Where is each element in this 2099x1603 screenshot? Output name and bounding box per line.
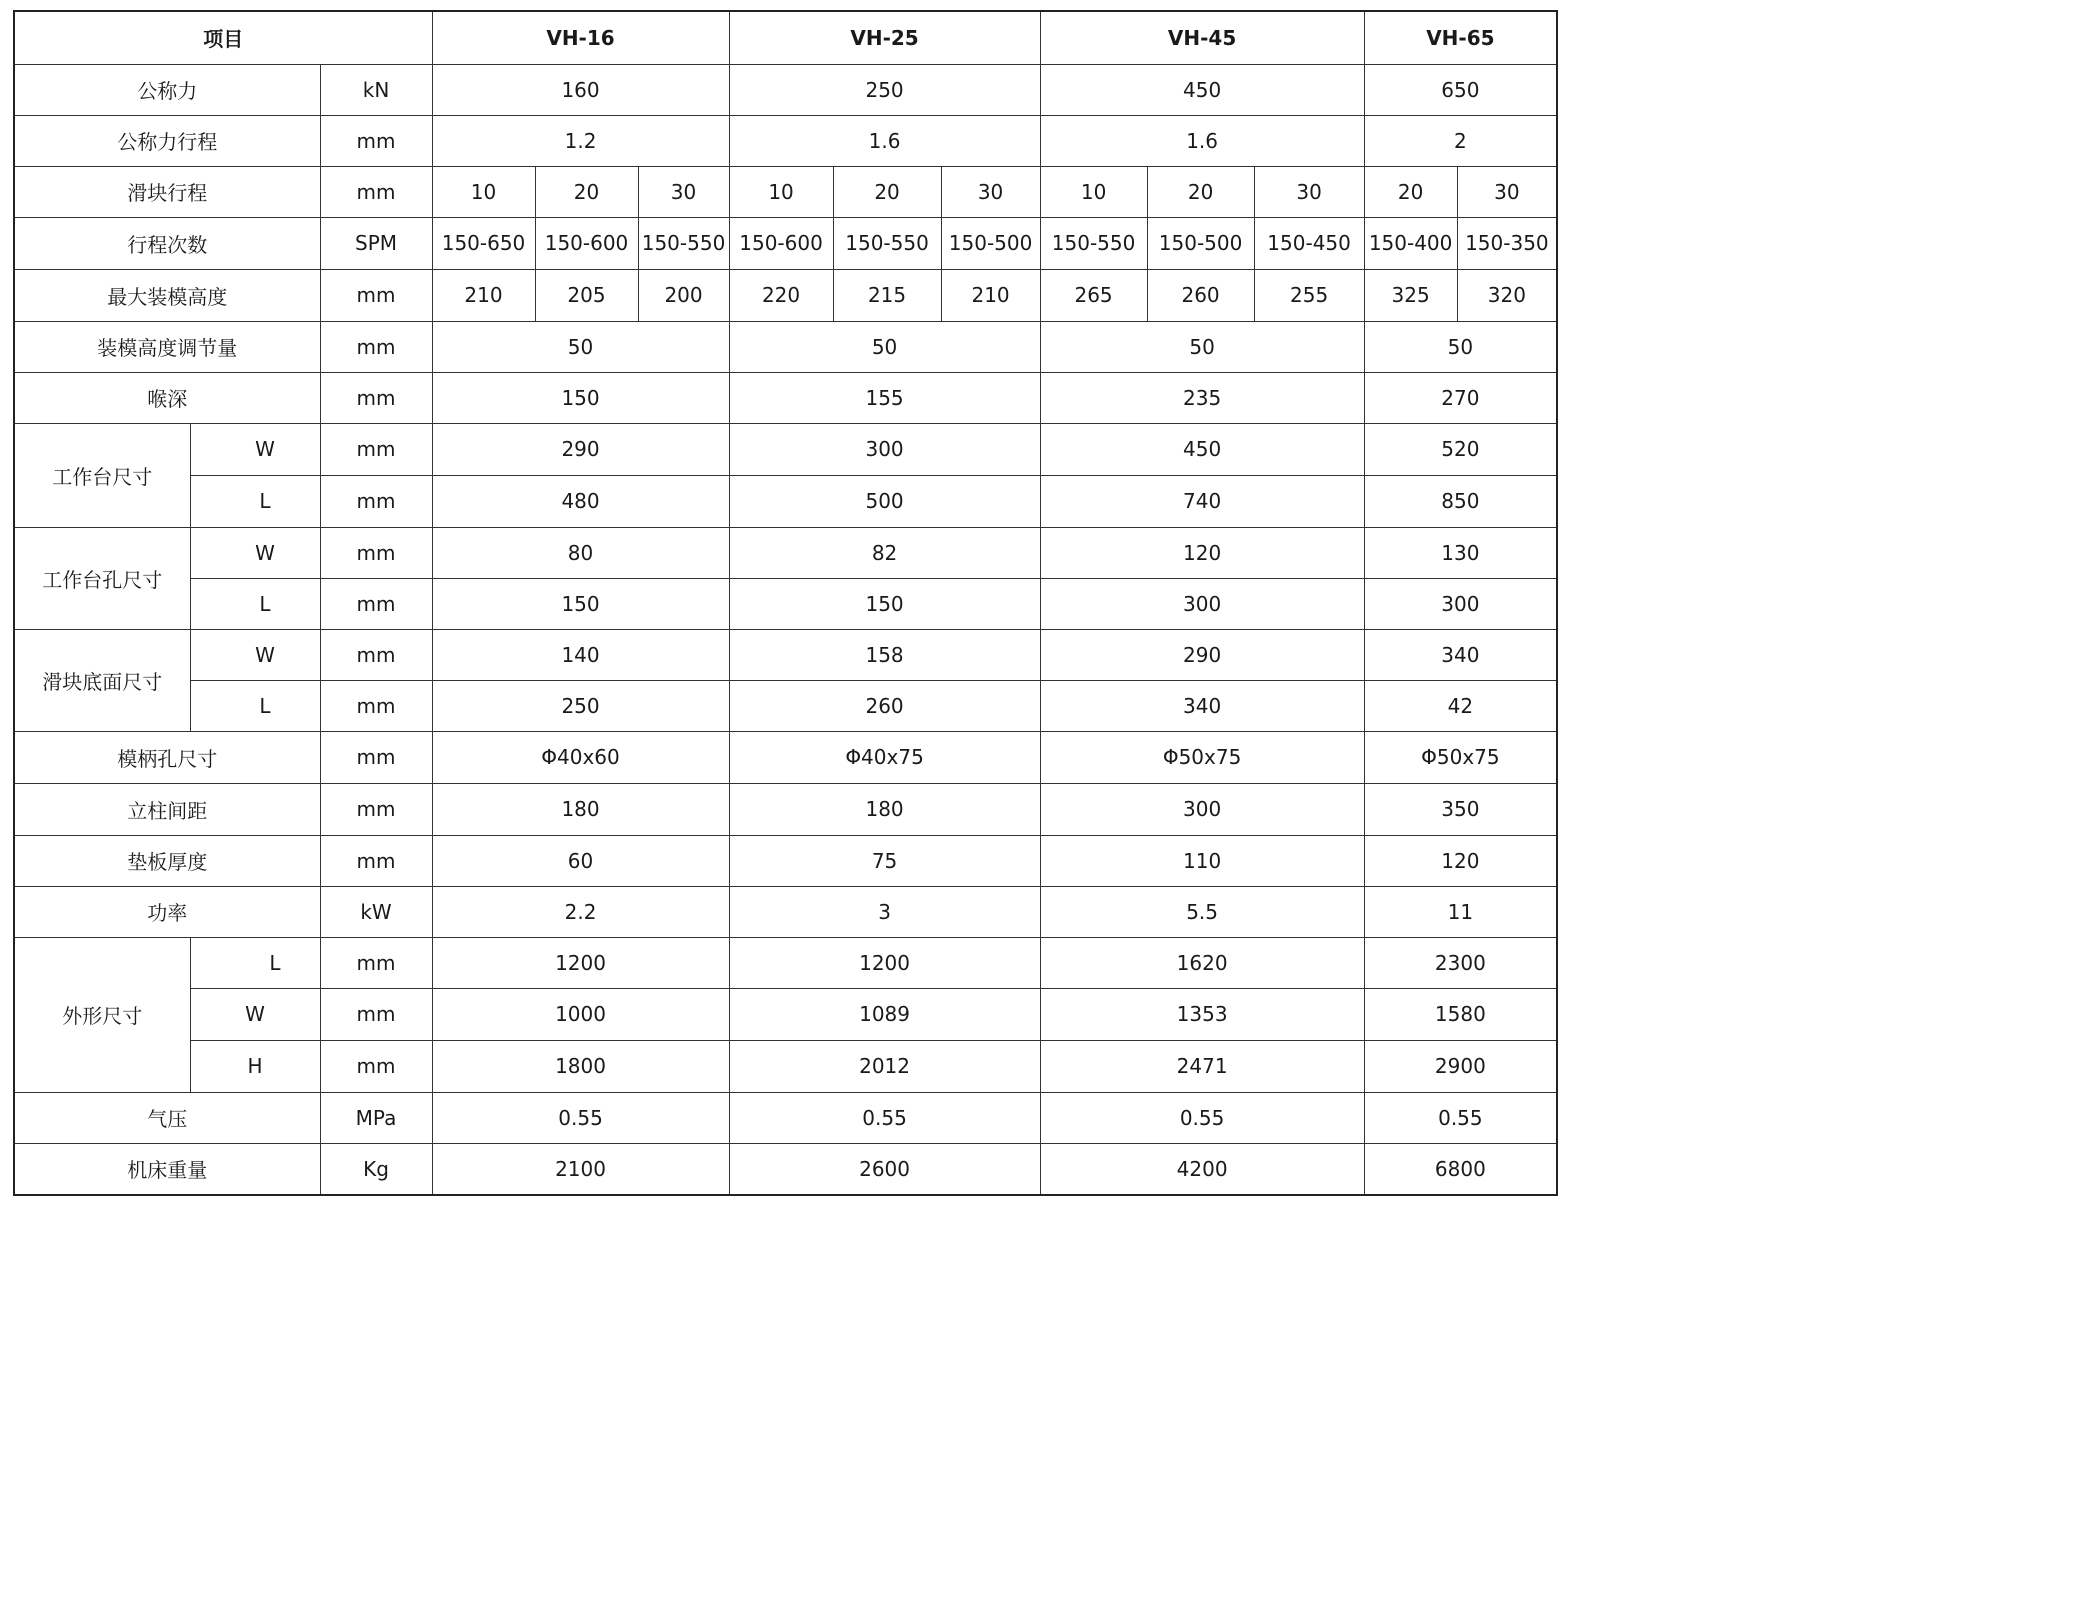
value-cell: 250 xyxy=(729,64,1040,115)
value-cell: 2012 xyxy=(729,1040,1040,1092)
value-cell: 740 xyxy=(1040,475,1364,527)
sub-label: W xyxy=(190,423,320,475)
value-cell: 205 xyxy=(535,269,638,321)
value-cell: 82 xyxy=(729,527,1040,578)
model-header: VH-45 xyxy=(1040,11,1364,64)
sub-label: W xyxy=(190,988,320,1040)
value-cell: 30 xyxy=(1457,166,1557,217)
value-cell: 300 xyxy=(729,423,1040,475)
value-cell: Φ50x75 xyxy=(1364,731,1557,783)
value-cell: 150-550 xyxy=(1040,217,1147,269)
value-cell: Φ40x75 xyxy=(729,731,1040,783)
value-cell: 30 xyxy=(1254,166,1364,217)
row-unit: Kg xyxy=(320,1143,432,1195)
value-cell: 150-600 xyxy=(535,217,638,269)
row-label: 行程次数 xyxy=(14,217,320,269)
value-cell: 350 xyxy=(1364,783,1557,835)
value-cell: 150-500 xyxy=(941,217,1040,269)
value-cell: 150 xyxy=(432,578,729,629)
value-cell: 2100 xyxy=(432,1143,729,1195)
value-cell: 20 xyxy=(1147,166,1254,217)
row-label: 立柱间距 xyxy=(14,783,320,835)
table-row xyxy=(14,269,1557,321)
row-unit: mm xyxy=(320,629,432,680)
value-cell: 2471 xyxy=(1040,1040,1364,1092)
value-cell: 30 xyxy=(638,166,729,217)
value-cell: 110 xyxy=(1040,835,1364,886)
value-cell: 10 xyxy=(729,166,833,217)
sub-label: W xyxy=(190,527,320,578)
value-cell: 220 xyxy=(729,269,833,321)
table-row xyxy=(14,1040,1557,1092)
value-cell: 20 xyxy=(1364,166,1457,217)
value-cell: 6800 xyxy=(1364,1143,1557,1195)
value-cell: 1.2 xyxy=(432,115,729,166)
value-cell: 320 xyxy=(1457,269,1557,321)
value-cell: 150-350 xyxy=(1457,217,1557,269)
table-row xyxy=(14,527,1557,578)
row-unit: mm xyxy=(320,269,432,321)
value-cell: 5.5 xyxy=(1040,886,1364,937)
value-cell: 1200 xyxy=(432,937,729,988)
value-cell: 260 xyxy=(1147,269,1254,321)
value-cell: 2600 xyxy=(729,1143,1040,1195)
value-cell: 1620 xyxy=(1040,937,1364,988)
row-unit: mm xyxy=(320,115,432,166)
table-row xyxy=(14,166,1557,217)
value-cell: 2 xyxy=(1364,115,1557,166)
row-label: 滑块行程 xyxy=(14,166,320,217)
row-unit: mm xyxy=(320,527,432,578)
table-row xyxy=(14,217,1557,269)
sub-label: L xyxy=(190,475,320,527)
row-unit: mm xyxy=(320,680,432,731)
value-cell: 20 xyxy=(833,166,941,217)
row-label: 垫板厚度 xyxy=(14,835,320,886)
value-cell: 325 xyxy=(1364,269,1457,321)
value-cell: 150-450 xyxy=(1254,217,1364,269)
value-cell: 1.6 xyxy=(1040,115,1364,166)
value-cell: 300 xyxy=(1040,578,1364,629)
value-cell: 42 xyxy=(1364,680,1557,731)
row-unit: mm xyxy=(320,1040,432,1092)
value-cell: 250 xyxy=(432,680,729,731)
value-cell: 150-550 xyxy=(638,217,729,269)
row-label: 机床重量 xyxy=(14,1143,320,1195)
group-label: 工作台尺寸 xyxy=(14,423,190,527)
value-cell: 300 xyxy=(1040,783,1364,835)
value-cell: 340 xyxy=(1364,629,1557,680)
value-cell: 150-650 xyxy=(432,217,535,269)
table-row xyxy=(14,731,1557,783)
row-unit: mm xyxy=(320,988,432,1040)
sub-label: L xyxy=(190,937,320,988)
model-header: VH-25 xyxy=(729,11,1040,64)
value-cell: 265 xyxy=(1040,269,1147,321)
value-cell: 10 xyxy=(1040,166,1147,217)
value-cell: 130 xyxy=(1364,527,1557,578)
row-label: 公称力行程 xyxy=(14,115,320,166)
row-label: 最大装模高度 xyxy=(14,269,320,321)
table-row xyxy=(14,372,1557,423)
value-cell: 270 xyxy=(1364,372,1557,423)
row-unit: MPa xyxy=(320,1092,432,1143)
row-unit: mm xyxy=(320,937,432,988)
row-unit: mm xyxy=(320,835,432,886)
table-row xyxy=(14,937,1557,988)
group-label: 工作台孔尺寸 xyxy=(14,527,190,629)
value-cell: 50 xyxy=(729,321,1040,372)
value-cell: 1000 xyxy=(432,988,729,1040)
value-cell: 120 xyxy=(1364,835,1557,886)
value-cell: 450 xyxy=(1040,64,1364,115)
table-row xyxy=(14,578,1557,629)
value-cell: 0.55 xyxy=(1364,1092,1557,1143)
value-cell: 150-500 xyxy=(1147,217,1254,269)
table-row xyxy=(14,1143,1557,1195)
row-unit: mm xyxy=(320,731,432,783)
value-cell: 1353 xyxy=(1040,988,1364,1040)
value-cell: 180 xyxy=(432,783,729,835)
table-row xyxy=(14,64,1557,115)
table-row xyxy=(14,835,1557,886)
value-cell: 2900 xyxy=(1364,1040,1557,1092)
value-cell: 150 xyxy=(432,372,729,423)
value-cell: 180 xyxy=(729,783,1040,835)
value-cell: 2300 xyxy=(1364,937,1557,988)
value-cell: 150-400 xyxy=(1364,217,1457,269)
value-cell: 10 xyxy=(432,166,535,217)
value-cell: 255 xyxy=(1254,269,1364,321)
row-label: 喉深 xyxy=(14,372,320,423)
value-cell: 158 xyxy=(729,629,1040,680)
value-cell: 75 xyxy=(729,835,1040,886)
value-cell: 150 xyxy=(729,578,1040,629)
row-label: 功率 xyxy=(14,886,320,937)
value-cell: 150-600 xyxy=(729,217,833,269)
value-cell: 300 xyxy=(1364,578,1557,629)
value-cell: 50 xyxy=(1040,321,1364,372)
table-row xyxy=(14,115,1557,166)
value-cell: 0.55 xyxy=(729,1092,1040,1143)
value-cell: 290 xyxy=(432,423,729,475)
value-cell: 1.6 xyxy=(729,115,1040,166)
row-unit: mm xyxy=(320,475,432,527)
row-unit: kW xyxy=(320,886,432,937)
header-row xyxy=(14,11,1557,64)
row-label: 公称力 xyxy=(14,64,320,115)
value-cell: 1089 xyxy=(729,988,1040,1040)
value-cell: 850 xyxy=(1364,475,1557,527)
sub-label: L xyxy=(190,680,320,731)
table-row xyxy=(14,321,1557,372)
value-cell: 50 xyxy=(1364,321,1557,372)
value-cell: 210 xyxy=(941,269,1040,321)
table-row xyxy=(14,629,1557,680)
row-label: 气压 xyxy=(14,1092,320,1143)
table-row xyxy=(14,1092,1557,1143)
model-header: VH-16 xyxy=(432,11,729,64)
value-cell: 1580 xyxy=(1364,988,1557,1040)
value-cell: 3 xyxy=(729,886,1040,937)
group-label: 滑块底面尺寸 xyxy=(14,629,190,731)
row-unit: mm xyxy=(320,783,432,835)
value-cell: 215 xyxy=(833,269,941,321)
value-cell: 450 xyxy=(1040,423,1364,475)
row-unit: mm xyxy=(320,423,432,475)
value-cell: 120 xyxy=(1040,527,1364,578)
value-cell: 30 xyxy=(941,166,1040,217)
row-unit: mm xyxy=(320,578,432,629)
value-cell: 480 xyxy=(432,475,729,527)
group-label: 外形尺寸 xyxy=(14,937,190,1092)
value-cell: 80 xyxy=(432,527,729,578)
row-unit: kN xyxy=(320,64,432,115)
row-unit: mm xyxy=(320,166,432,217)
value-cell: 150-550 xyxy=(833,217,941,269)
table-row xyxy=(14,475,1557,527)
value-cell: 235 xyxy=(1040,372,1364,423)
value-cell: 1200 xyxy=(729,937,1040,988)
table-row xyxy=(14,886,1557,937)
value-cell: 4200 xyxy=(1040,1143,1364,1195)
row-unit: mm xyxy=(320,321,432,372)
row-label: 装模高度调节量 xyxy=(14,321,320,372)
model-header: VH-65 xyxy=(1364,11,1557,64)
value-cell: 11 xyxy=(1364,886,1557,937)
sub-label: L xyxy=(190,578,320,629)
row-unit: mm xyxy=(320,372,432,423)
value-cell: 155 xyxy=(729,372,1040,423)
value-cell: 200 xyxy=(638,269,729,321)
value-cell: 20 xyxy=(535,166,638,217)
value-cell: 290 xyxy=(1040,629,1364,680)
table-row xyxy=(14,680,1557,731)
value-cell: 210 xyxy=(432,269,535,321)
value-cell: 0.55 xyxy=(1040,1092,1364,1143)
value-cell: 2.2 xyxy=(432,886,729,937)
sub-label: H xyxy=(190,1040,320,1092)
value-cell: 0.55 xyxy=(432,1092,729,1143)
value-cell: 60 xyxy=(432,835,729,886)
value-cell: 1800 xyxy=(432,1040,729,1092)
table-row xyxy=(14,988,1557,1040)
table-row xyxy=(14,783,1557,835)
spec-table xyxy=(13,10,1558,1196)
value-cell: Φ50x75 xyxy=(1040,731,1364,783)
sub-label: W xyxy=(190,629,320,680)
value-cell: 500 xyxy=(729,475,1040,527)
value-cell: 650 xyxy=(1364,64,1557,115)
value-cell: 520 xyxy=(1364,423,1557,475)
value-cell: Φ40x60 xyxy=(432,731,729,783)
row-label: 模柄孔尺寸 xyxy=(14,731,320,783)
value-cell: 140 xyxy=(432,629,729,680)
table-row xyxy=(14,423,1557,475)
value-cell: 160 xyxy=(432,64,729,115)
value-cell: 50 xyxy=(432,321,729,372)
item-header: 项目 xyxy=(14,11,432,64)
row-unit: SPM xyxy=(320,217,432,269)
value-cell: 340 xyxy=(1040,680,1364,731)
value-cell: 260 xyxy=(729,680,1040,731)
